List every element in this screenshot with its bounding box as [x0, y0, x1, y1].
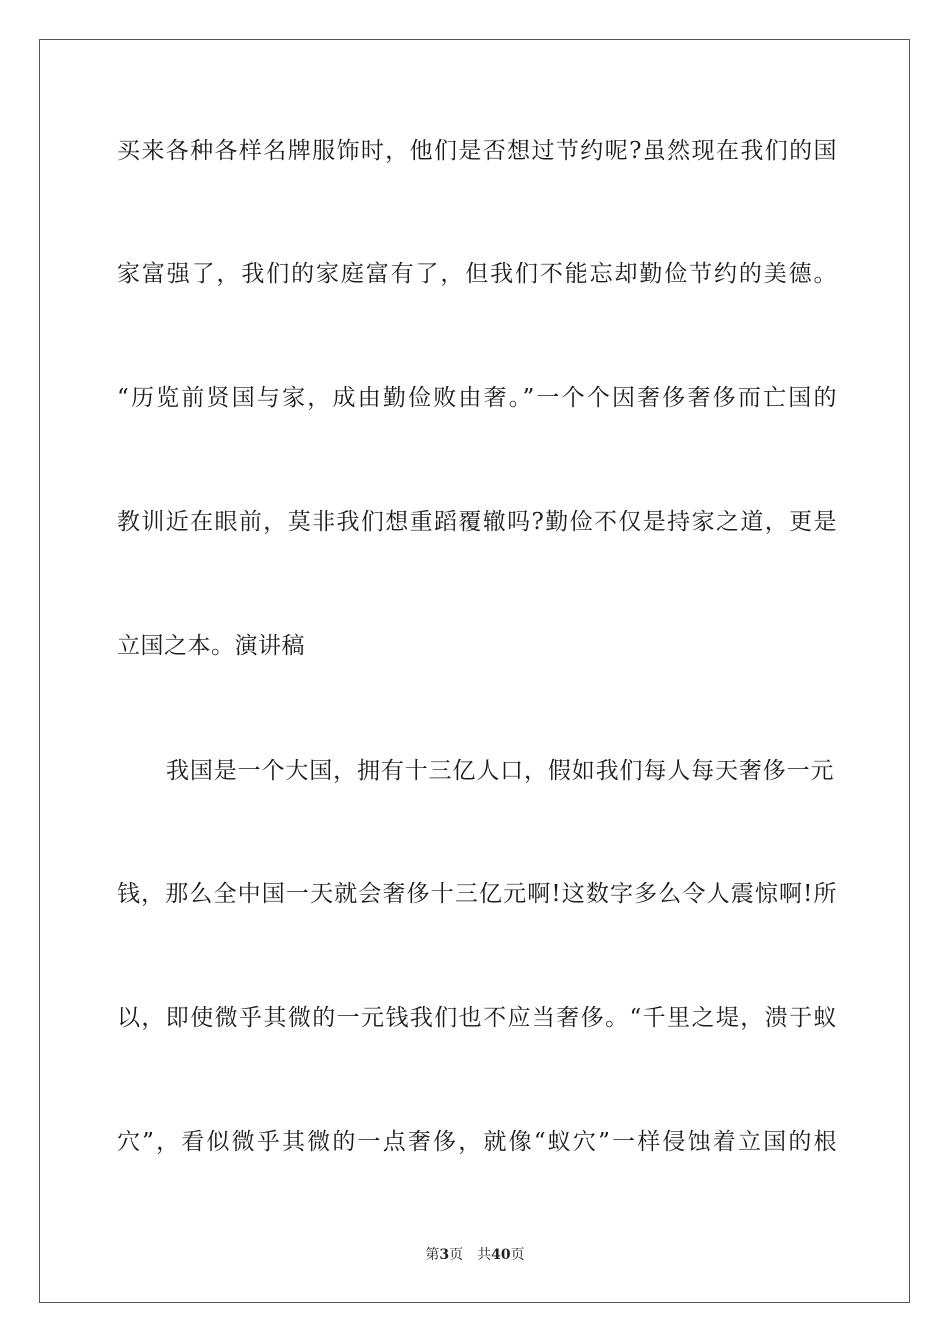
text-line-2: 家富强了，我们的家庭富有了，但我们不能忘却勤俭节约的美德。 [117, 261, 837, 287]
page-label-suffix: 页 [449, 1247, 464, 1263]
page-footer [0, 1246, 950, 1264]
text-line-9: 穴”，看似微乎其微的一点奢侈，就像“蚁穴”一样侵蚀着立国的根 [117, 1129, 837, 1155]
total-page-count: 40 [491, 1247, 511, 1263]
page-label-prefix: 第 [425, 1247, 440, 1263]
paragraph-first-line: 我国是一个大国，拥有十三亿人口，假如我们每人每天奢侈一元 [166, 758, 834, 784]
text-line-4: 教训近在眼前，莫非我们想重蹈覆辙吗?勤俭不仅是持家之道，更是 [117, 509, 837, 535]
text-line-3: “历览前贤国与家，成由勤俭败由奢。”一个个因奢侈奢侈而亡国的 [117, 385, 837, 411]
text-line-1: 买来各种各样名牌服饰时，他们是否想过节约呢?虽然现在我们的国 [117, 138, 837, 164]
current-page-number: 3 [439, 1247, 450, 1263]
total-label-suffix: 页 [510, 1247, 525, 1263]
page-border [39, 39, 910, 1303]
total-label-prefix: 共 [477, 1247, 492, 1263]
text-line-5: 立国之本。演讲稿 [117, 633, 305, 659]
text-line-7: 钱，那么全中国一天就会奢侈十三亿元啊!这数字多么令人震惊啊!所 [117, 881, 837, 907]
text-line-8: 以，即使微乎其微的一元钱我们也不应当奢侈。“千里之堤，溃于蚁 [117, 1005, 837, 1031]
